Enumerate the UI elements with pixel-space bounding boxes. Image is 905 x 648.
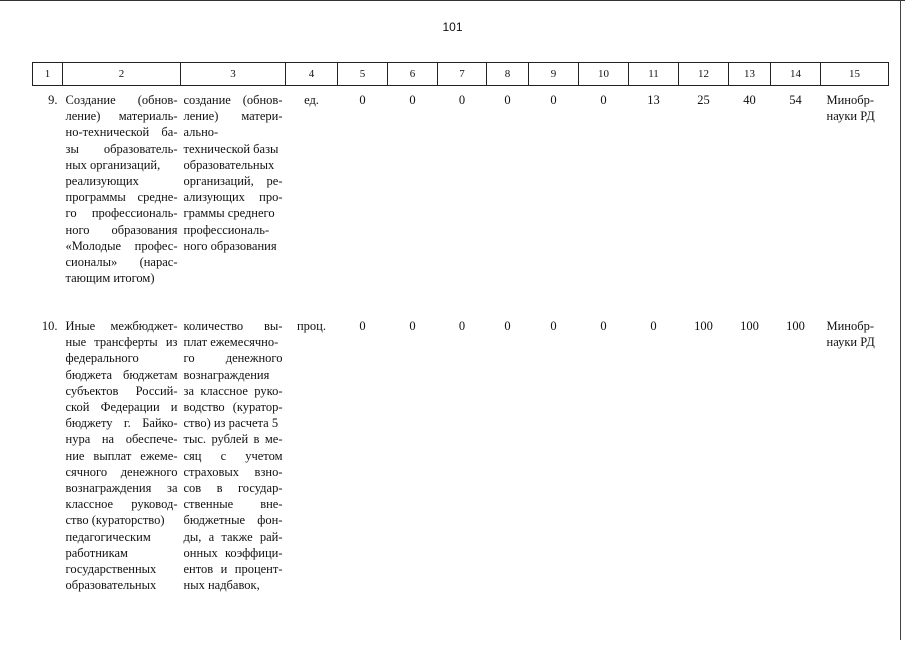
text-line: ской Федерации и xyxy=(65,400,178,415)
column-header: 2 xyxy=(63,63,181,86)
value-cell: 0 xyxy=(550,319,557,333)
column-header: 15 xyxy=(821,63,889,86)
value-cell: 0 xyxy=(458,319,466,333)
value-cell: 54 xyxy=(789,93,802,107)
value-cell: 0 xyxy=(600,93,607,107)
responsible-cell xyxy=(821,86,889,313)
text-line: образовательных xyxy=(65,578,157,593)
text-line: количество вы- xyxy=(183,319,283,333)
text-line: ление) матери- xyxy=(183,109,283,124)
column-header: 6 xyxy=(388,63,438,86)
text-line: науки РД xyxy=(826,109,875,124)
column-header: 9 xyxy=(529,63,579,86)
scan-right-edge xyxy=(900,0,901,640)
indicator-name-cell xyxy=(63,312,181,648)
text-line: науки РД xyxy=(826,335,875,350)
scan-top-edge xyxy=(0,0,905,1)
value-cell: 13 xyxy=(647,93,660,107)
text-line: ально- xyxy=(183,125,219,140)
text-line: сячного денежного xyxy=(65,464,178,479)
text-line: го денежного xyxy=(183,351,283,366)
value-cell: 0 xyxy=(359,93,366,107)
text-line: водство (куратор- xyxy=(183,400,283,415)
unit-cell: проц. xyxy=(296,319,326,333)
column-header: 11 xyxy=(629,63,679,86)
value-cell: 100 xyxy=(786,319,805,333)
text-line: сяц с учетом xyxy=(183,448,283,463)
column-header: 7 xyxy=(438,63,487,86)
column-header: 12 xyxy=(679,63,729,86)
value-cell: 0 xyxy=(504,319,511,333)
text-line: технической базы xyxy=(183,141,279,156)
text-line: ление) материаль- xyxy=(65,109,178,124)
text-line: ных организаций, xyxy=(65,157,161,172)
text-line: Иные межбюджет- xyxy=(65,319,178,333)
text-line: ство) из расчета 5 xyxy=(183,416,279,431)
text-line: федерального xyxy=(65,351,139,366)
value-cell: 0 xyxy=(600,319,607,333)
text-line: ализующих про- xyxy=(183,190,283,205)
text-line: ного образования xyxy=(183,238,277,253)
text-line: бюджетные фон- xyxy=(183,513,283,528)
column-header: 14 xyxy=(771,63,821,86)
text-line: нура на обеспече- xyxy=(65,432,178,447)
text-line: но-технической ба- xyxy=(65,125,178,140)
text-line: субъектов Россий- xyxy=(65,383,178,398)
text-line: ние выплат ежеме- xyxy=(65,448,178,463)
row-number: 9. xyxy=(48,93,58,107)
text-line: вознаграждения xyxy=(183,367,270,382)
page-number: 101 xyxy=(442,20,463,34)
text-line: реализующих xyxy=(65,174,139,189)
value-cell: 0 xyxy=(409,319,416,333)
text-line: за классное руко- xyxy=(183,383,283,398)
text-line: тыс. рублей в ме- xyxy=(183,432,283,447)
text-line: ные трансферты из xyxy=(65,335,178,350)
column-header: 8 xyxy=(487,63,529,86)
indicators-table xyxy=(32,62,889,648)
column-header: 4 xyxy=(286,63,338,86)
column-header: 13 xyxy=(729,63,771,86)
indicator-name-cell xyxy=(63,86,181,313)
text-line: создание (обнов- xyxy=(183,93,283,107)
column-header: 10 xyxy=(579,63,629,86)
value-cell: 0 xyxy=(504,93,511,107)
text-line: зы образователь- xyxy=(65,141,178,156)
text-line: программы средне- xyxy=(65,190,178,205)
text-line: тающим итогом) xyxy=(65,271,155,286)
column-header: 5 xyxy=(338,63,388,86)
value-cell: 100 xyxy=(694,319,713,333)
value-cell: 0 xyxy=(359,319,366,333)
text-line: классное руковод- xyxy=(65,497,178,512)
text-line: сов в государ- xyxy=(183,481,283,496)
column-header: 1 xyxy=(33,63,63,86)
value-cell: 0 xyxy=(550,93,557,107)
text-line: граммы среднего xyxy=(183,206,275,221)
indicator-description-cell xyxy=(181,86,286,313)
text-line: Создание (обнов- xyxy=(65,93,178,107)
value-cell: 0 xyxy=(458,93,466,107)
text-line: го профессиональ- xyxy=(65,206,178,221)
table-row xyxy=(33,86,889,313)
table-header-row xyxy=(33,63,889,86)
text-line: вознаграждения за xyxy=(65,481,178,496)
unit-cell: ед. xyxy=(304,93,319,107)
text-line: Минобр- xyxy=(826,93,875,107)
text-line: работникам xyxy=(65,545,128,560)
value-cell: 0 xyxy=(409,93,416,107)
text-line: организаций, ре- xyxy=(183,174,283,189)
row-number: 10. xyxy=(41,319,58,333)
text-line: ды, а также рай- xyxy=(183,529,283,544)
text-line: бюджета бюджетам xyxy=(65,367,178,382)
text-line: онных коэффици- xyxy=(183,545,283,560)
text-line: сионалы» (нарас- xyxy=(65,255,178,270)
value-cell: 40 xyxy=(743,93,756,107)
text-line: ство (кураторство) xyxy=(65,513,165,528)
value-cell: 25 xyxy=(697,93,710,107)
text-line: профессиональ- xyxy=(183,222,270,237)
value-cell: 0 xyxy=(650,319,657,333)
column-header: 3 xyxy=(181,63,286,86)
text-line: ного образования xyxy=(65,222,178,237)
text-line: бюджету г. Байко- xyxy=(65,416,178,431)
text-line: ентов и процент- xyxy=(183,562,283,577)
text-line: страховых взно- xyxy=(183,464,283,479)
responsible-cell xyxy=(821,312,889,648)
text-line: государственных xyxy=(65,562,157,577)
text-line: ственные вне- xyxy=(183,497,283,512)
text-line: «Молодые профес- xyxy=(65,238,178,253)
text-line: ных надбавок, xyxy=(183,578,260,593)
text-line: образовательных xyxy=(183,157,275,172)
text-line: педагогическим xyxy=(65,529,151,544)
text-line: плат ежемесячно- xyxy=(183,335,279,350)
indicator-description-cell xyxy=(181,312,286,648)
table-row xyxy=(33,312,889,648)
value-cell: 100 xyxy=(740,319,759,333)
text-line: Минобр- xyxy=(826,319,875,333)
